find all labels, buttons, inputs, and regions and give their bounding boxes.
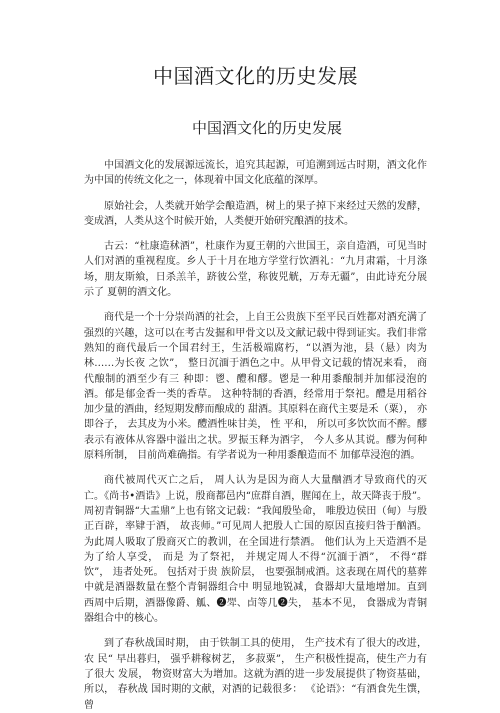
page-title: 中国酒文化的历史发展 — [153, 64, 358, 88]
page-subtitle: 中国酒文化的历史发展 — [192, 119, 343, 137]
paragraph-shang-dynasty: 商代是一个十分崇尚酒的社会，上自王公贵族下至平民百姓都对酒充满了强烈的兴趣，这可以在考古发掘和甲骨文以及文献记载中得到证实。我们非常熟知的商代最后一个国君纣王，生活极端腐朽，“以酒为池，县（悬）肉为林……为长夜 之饮”， 整日沉湎于酒色之中。从甲骨文记载的情况来看， 商代酿制的酒至少有三 种即：鬯、醴和醪。鬯是一种用黍酿制并加郁浸泡的酒。郁是郁金香一类的香草。 这种特制的香酒，经常用于祭祀。醴是用稻谷加少量的酒曲，经短期发酵而酿成的 甜酒。其原料在商代主要是禾（粟）， 亦即谷子， 去其皮为小米。醴酒性味甘美， 性 平和， 所以可多饮饮而不醉。醪表示有液体从容器中溢出之状。罗振玉释为酒字， 今人多从其说。醪为何种原料所制， 目前尚难确指。有学者说为一种用黍酿造而不 加郁草浸泡的酒。 — [84, 312, 427, 462]
paragraph-zhou-dynasty: 商代被周代灭亡之后， 周人认为是因为商人大量酗酒才导致商代的灭亡。《尚书•酒诰》上说，殷商都邑内“庶群自酒，腥闻在上，故天降丧于殷”。周初青铜器“大盂鼎”上也有铭文记载：“我闻殷坠命， 唯殷边侯田（甸）与殷正百辟，率肄于酒， 故丧师。”可见周人把殷人亡国的原因直接归咎于酗酒。为此周人吸取了殷商灭亡的教训，在全国进行禁酒。 他们认为上天造酒不是为了给人享受， 而是 为了祭祀， 并规定周人不得“沉湎于酒”， 不得“群饮”， 违者处死。 包括对于贵 族阶层， 也要强制戒酒。这表现在周代的墓葬中就是酒器数量在整个青铜器组合中 明显地锐减，食器却大量地增加。直到西周中后期，酒器像爵、觚、❷斝、卣等几❷失， 基本不见， 食器成为青铜器组合中的核心。 — [84, 475, 427, 625]
document-body — [84, 158, 427, 713]
paragraph-spring-autumn: 到了春秋战国时期， 由于铁制工具的使用， 生产技术有了很大的改进，农 民“ 早出暮归， 强乎耕稼树艺， 多菽粟”， 生产积极性提高，使生产力有了很大 发展， 物资财富大为增加。这就为酒的进一步发展提供了物资基础， 所以， 春秋战 国时期的文献，对酒的记载很多： 《论语》：“有酒食先生馔， 曾 — [84, 638, 427, 711]
paragraph-primitive-society: 原始社会，人类就开始学会酿造酒，树上的果子掉下来经过天然的发酵，变成酒，人类从这个时候开始，人类便开始研究酿酒的技术。 — [84, 200, 427, 227]
paragraph-xia-dynasty: 古云：“杜康造秫酒”，杜康作为夏王朝的六世国王，亲自造酒，可见当时人们对酒的重视程度。乡人于十月在地方学堂行饮酒礼：“九月肃霜，十月涤 场，朋友斯飨，日杀羔羊，跻彼公堂，称彼兕觥，万寿无疆”，由此诗充分展示了 夏朝的酒文化。 — [84, 241, 427, 299]
paragraph-intro: 中国酒文化的发展源远流长，追究其起源，可追溯到远古时期，酒文化作为中国的传统文化之一，体现着中国文化底蕴的深厚。 — [84, 160, 427, 187]
